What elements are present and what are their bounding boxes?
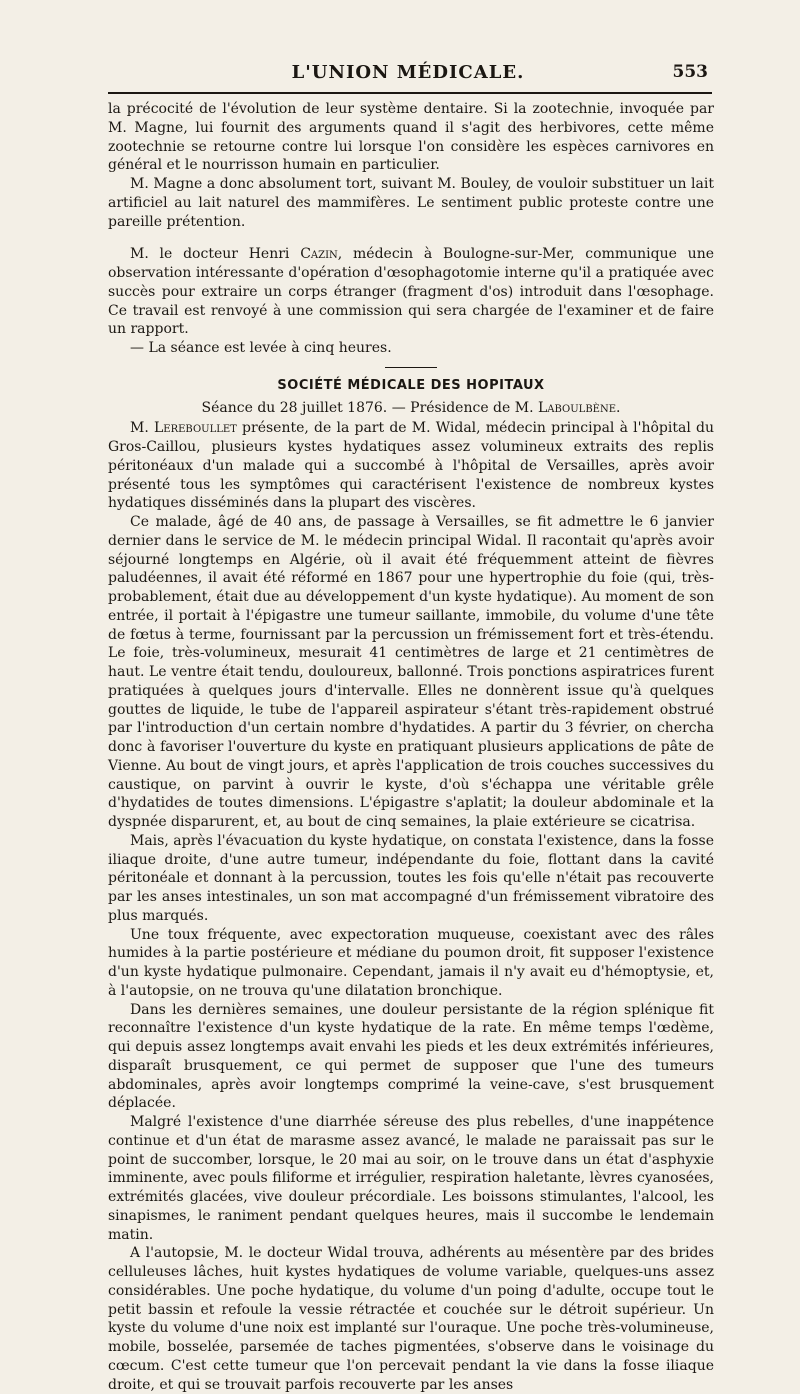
session-prefix: Séance du 28 juillet 1876. — Présidence de M. [201,399,534,416]
paragraph-magne-tort: M. Magne a donc absolument tort, suivant M. Bouley, de vouloir substituer un lait artificiel au lait naturel des mammifères. Le sentiment public proteste contre une pareille prétention. [108,176,714,230]
section-title: SOCIÉTÉ MÉDICALE DES HOPITAUX [277,377,545,393]
paragraph-lereboullet [108,419,714,513]
paragraph-spleen: Dans les dernières semaines, une douleur persistante de la région splénique fit reconnaître l'existence d'un kyste hydatique de la rate. En même temps l'œdème, qui depuis assez longtemps avait envahi les pieds et les deux extrémités inférieures, disparaît brusquement, ce qui permet de supposer que l'une des tumeurs abdominales, après avoir longtemps comprimé la veine-cave, s'est brusquement déplacée. [108,1001,714,1112]
cazin-prefix: M. le docteur Henri [130,246,290,263]
article-body [108,100,714,1394]
paragraph-death: Malgré l'existence d'une diarrhée séreuse des plus rebelles, d'une inappétence continue et d'un état de marasme assez avancé, le malade ne paraissait pas sur le point de succomber, lorsque, le 20 mai au soir, on le trouve dans un état d'asphyxie imminente, avec pouls filiforme et irrégulier, respiration haletante, lèvres cyanosées, extrémités glacées, vive douleur précordiale. Les boissons stimulantes, l'alcool, les sinapismes, le raniment pendant quelques heures, mais il succombe le lendemain matin. [108,1114,714,1243]
paragraph-second-tumor: Mais, après l'évacuation du kyste hydatique, on constata l'existence, dans la fosse iliaque droite, d'une autre tumeur, indépendante du foie, flottant dans la cavité péritonéale et donnant à la percussion, toutes les fois qu'elle n'était pas recouverte par les anses intestinales, un son mat accompagné d'un frémissement vibratoire des plus marqués. [108,832,714,924]
paragraph-seance-levee: — La séance est levée à cinq heures. [130,340,392,356]
lereboullet-name: Lereboullet [154,420,237,437]
session-line [108,399,714,418]
session-president: Laboulbène [538,399,617,416]
page-number: 553 [672,62,708,82]
paragraph-cough: Une toux fréquente, avec expectoration muqueuse, coexistant avec des râles humides à la partie postérieure et médiane du poumon droit, fit supposer l'existence d'un kyste hydatique pulmonaire. Cependant, jamais il n'y avait eu d'hémoptysie, et, à l'autopsie, on ne trouva qu'une dilatation bronchique. [108,926,714,999]
paragraph-case-history: Ce malade, âgé de 40 ans, de passage à Versailles, se fit admettre le 6 janvier dernier dans le service de M. le médecin principal Widal. Il racontait qu'après avoir séjourné longtemps en Algérie, où il avait été fréquemment atteint de fièvres paludéennes, il avait été réformé en 1867 pour une hypertrophie du foie (qui, très-probablement, était due au développement d'un kyste hydatique). Au moment de son entrée, il portait à l'épigastre une tumeur saillante, immobile, du volume d'une tête de fœtus à terme, fournissant par la percussion un frémissement fort et très-étendu. Le foie, très-volumineux, mesurait 41 centimètres de large et 21 centimètres de haut. Le ventre était tendu, douloureux, ballonné. Trois ponctions aspiratrices furent pratiquées à quelques jours d'intervalle. Elles ne donnèrent issue qu'à quelques gouttes de liquide, le tube de l'appareil aspirateur s'étant très-rapidement obstrué par l'introduction d'un certain nombre d'hydatides. A partir du 3 février, on chercha donc à favoriser l'ouverture du kyste en pratiquant plusieurs applications de pâte de Vienne. Au bout de vingt jours, et après l'application de trois couches successives du caustique, on parvint à ouvrir le kyste, d'où s'échappa une véritable grêle d'hydatides de toutes dimensions. L'épigastre s'aplatit; la douleur abdominale et la dyspnée disparurent, et, au bout de cinq semaines, la plaie extérieure se cicatrisa. [108,514,714,830]
paragraph-autopsy: A l'autopsie, M. le docteur Widal trouva, adhérents au mésentère par des brides celluleuses lâches, huit kystes hydatiques de volume variable, quelques-uns assez considérables. Une poche hydatique, du volume d'un poing d'adulte, occupe tout le petit bassin et refoule la vessie rétractée et couchée sur le détroit supérieur. Un kyste du volume d'une noix est implanté sur l'ouraque. Une poche très-volumineuse, mobile, bosselée, parsemée de taches pigmentées, s'observe dans le voisinage du cœcum. C'est cette tumeur que l'on percevait pendant la vie dans la fosse iliaque droite, et qui se trouvait parfois recouverte par les anses [108,1245,714,1393]
cazin-text: , médecin à Boulogne-sur-Mer, communique une observation intéressante d'opération d'œsophagotomie interne qu'il a pratiquée avec succès pour extraire un corps étranger (fragment d'os) introduit dans l'œsophage. Ce travail est renvoyé à une commission qui sera chargée de l'examiner et de faire un rapport. [108,246,714,338]
paragraph-cazin [108,245,714,339]
lereboullet-text: présente, de la part de M. Widal, médecin principal à l'hôpital du Gros-Caillou, plusieurs kystes hydatiques assez volumineux extraits des replis péritonéaux d'un malade qui a succombé à l'hôpital de Versailles, après avoir présenté tous les symptômes qui caractérisent l'existence de nombreux kystes hydatiques disséminés dans la plupart des viscères. [108,420,714,512]
paragraph-zootechnie: la précocité de l'évolution de leur système dentaire. Si la zootechnie, invoquée par M. Magne, lui fournit des arguments quand il s'agit des herbivores, cette même zootechnie se retourne contre lui lorsque l'on considère les espèces carnivores en général et le nourrisson humain en particulier. [108,101,714,174]
session-suffix: . [616,399,621,416]
section-divider [385,367,437,368]
lereboullet-prefix: M. [130,420,149,437]
cazin-name: Cazin [300,246,338,263]
journal-title: L'UNION MÉDICALE. [291,62,525,83]
running-header [108,62,708,88]
header-rule [108,92,712,94]
